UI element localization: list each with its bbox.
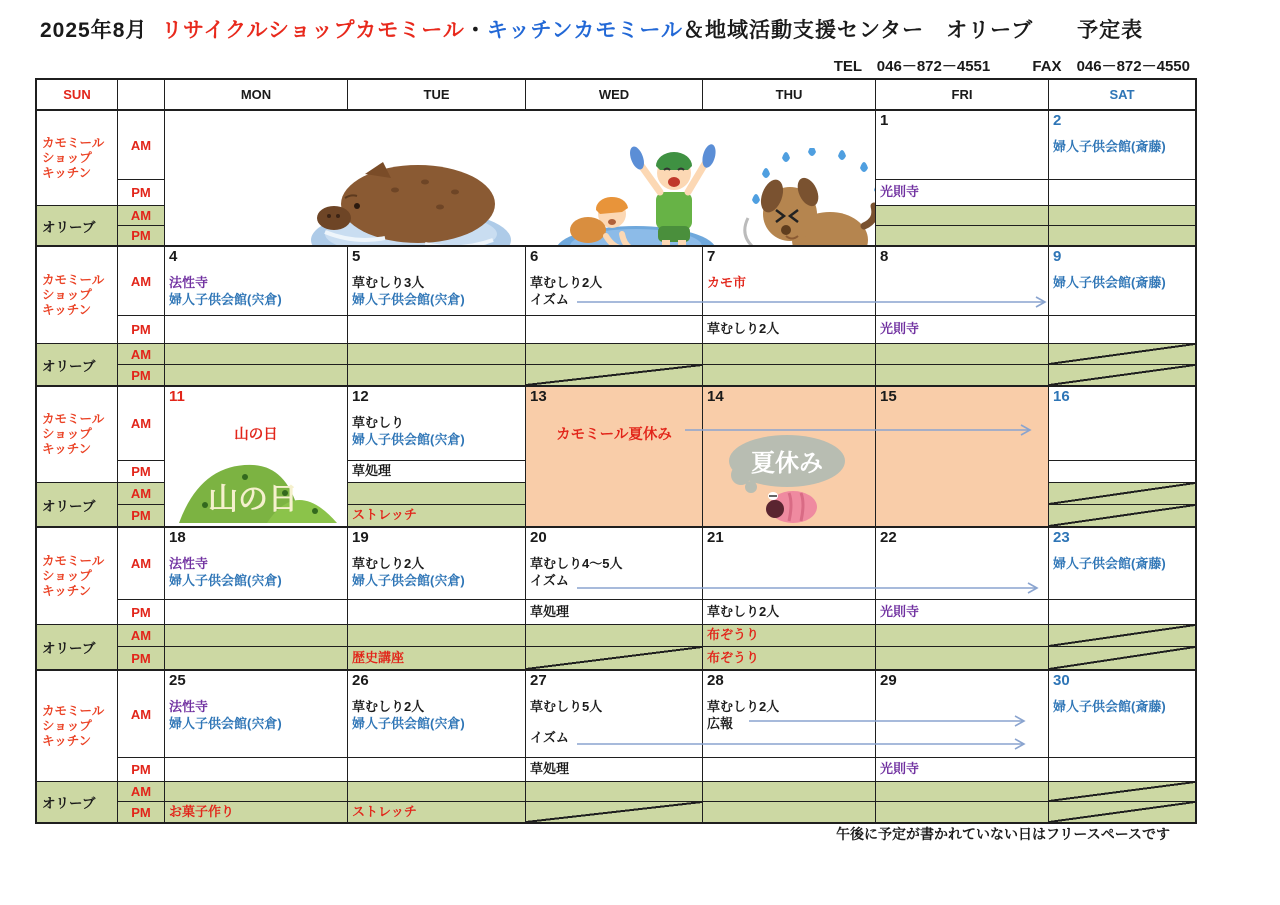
day-18-olive-pm-cell — [164, 646, 347, 669]
schedule-entry: ストレッチ — [352, 507, 417, 522]
day-16-olive-pm-cell — [1048, 504, 1195, 526]
schedule-entry: 光則寺 — [880, 184, 920, 199]
summer-vacation-pig-illustration — [717, 431, 861, 527]
olive-row-label-w3: オリーブ — [37, 482, 117, 526]
schedule-entry: 草むしり4～5人 — [530, 556, 623, 571]
day-19-olive-am-cell — [347, 624, 525, 646]
holiday-note-text: カモミール夏休み — [556, 427, 672, 443]
date-number: 9 — [1053, 248, 1062, 265]
date-number: 20 — [530, 529, 547, 546]
day-2-pm-cell — [1048, 179, 1195, 205]
date-number: 29 — [880, 672, 897, 689]
title-month: 2025年8月 — [40, 19, 148, 42]
day-16-pm-cell — [1048, 460, 1195, 482]
schedule-entry: 婦人子供会館(宍倉) — [352, 716, 465, 731]
date-number: 26 — [352, 672, 369, 689]
day-25-olive-pm-cell — [164, 801, 347, 822]
kitchen-label-line: カモミール — [42, 135, 105, 150]
fax-number: FAX 046－872－4550 — [1032, 58, 1190, 75]
olive-row-label-w5: オリーブ — [37, 781, 117, 822]
day-18-am-cell — [164, 526, 347, 599]
schedule-entry: 布ぞうり — [707, 650, 760, 665]
day-23-am-cell — [1048, 526, 1195, 599]
schedule-entry: 草処理 — [352, 463, 392, 478]
kitchen-label-line: カモミール — [42, 412, 105, 426]
day-27-olive-am-cell — [525, 781, 702, 801]
day-5-olive-pm-cell — [347, 364, 525, 385]
ampm-label-olive-am-w5: AM — [117, 781, 164, 801]
ampm-label-kitchen-pm-w4: PM — [117, 599, 164, 624]
day-26-olive-am-cell — [347, 781, 525, 801]
day-14-cell — [702, 385, 875, 526]
day-9-olive-pm-cell — [1048, 364, 1195, 385]
day-12-olive-am-cell — [347, 482, 525, 504]
schedule-entry: 草むしり2人 — [707, 321, 780, 336]
ampm-label-olive-am-w3: AM — [117, 482, 164, 504]
day-8-pm-cell — [875, 315, 1048, 343]
day-2-olive-pm-cell — [1048, 225, 1195, 245]
day-22-olive-pm-cell — [875, 646, 1048, 669]
date-number: 5 — [352, 248, 361, 265]
day-9-pm-cell — [1048, 315, 1195, 343]
schedule-entry: 草むしり — [352, 415, 405, 430]
day-6-pm-cell — [525, 315, 702, 343]
day-29-olive-am-cell — [875, 781, 1048, 801]
day-12-am-cell — [347, 385, 525, 460]
day-8-am-cell — [875, 245, 1048, 315]
kitchen-label-line: キッチン — [42, 733, 92, 748]
date-number: 8 — [880, 248, 889, 265]
day-7-am-cell — [702, 245, 875, 315]
kitchen-row-label-w2 — [37, 245, 117, 343]
day-26-pm-cell — [347, 757, 525, 781]
schedule-entry: 婦人子供会館(宍倉) — [169, 292, 282, 307]
schedule-entry: 光則寺 — [880, 321, 920, 336]
day-22-am-cell — [875, 526, 1048, 599]
day-15-cell — [875, 385, 1048, 526]
kitchen-row-label-w3 — [37, 385, 117, 482]
date-number: 1 — [880, 112, 889, 129]
day-23-olive-pm-cell — [1048, 646, 1195, 669]
schedule-entry: 法性寺 — [169, 699, 209, 714]
day-4-pm-cell — [164, 315, 347, 343]
schedule-entry: 広報 — [707, 716, 734, 731]
day-18-olive-am-cell — [164, 624, 347, 646]
kitchen-label-line: ショップ — [42, 150, 92, 165]
header-fri: FRI — [875, 80, 1048, 109]
day-4-olive-am-cell — [164, 343, 347, 364]
date-number: 6 — [530, 248, 539, 265]
schedule-entry: 婦人子供会館(宍倉) — [352, 292, 465, 307]
tel-number: TEL 046－872－4551 — [833, 58, 991, 75]
header-thu: THU — [702, 80, 875, 109]
schedule-entry: 婦人子供会館(宍倉) — [352, 432, 465, 447]
day-7-pm-cell — [702, 315, 875, 343]
olive-row-label-w2: オリーブ — [37, 343, 117, 385]
day-28-olive-am-cell — [702, 781, 875, 801]
title-kitchen-name: キッチンカモミール — [486, 19, 683, 42]
kitchen-label-line: ショップ — [42, 718, 92, 733]
day-30-pm-cell — [1048, 757, 1195, 781]
ampm-label-olive-pm-w3: PM — [117, 504, 164, 526]
schedule-entry: 布ぞうり — [707, 627, 760, 642]
date-number: 4 — [169, 248, 178, 265]
day-27-am-cell — [525, 669, 702, 757]
holiday-note-text: 山の日 — [234, 427, 278, 443]
kitchen-row-label-w4 — [37, 526, 117, 624]
header-wed: WED — [525, 80, 702, 109]
day-23-pm-cell — [1048, 599, 1195, 624]
day-27-olive-pm-cell — [525, 801, 702, 822]
schedule-entry: お菓子作り — [169, 804, 235, 819]
day-7-olive-am-cell — [702, 343, 875, 364]
day-6-am-cell — [525, 245, 702, 315]
ampm-label-kitchen-am-w2: AM — [117, 245, 164, 315]
week1-illustration-span — [164, 109, 875, 245]
day-25-am-cell — [164, 669, 347, 757]
ampm-label-olive-pm-w1: PM — [117, 225, 164, 245]
title-shop-name: リサイクルショップカモミール — [161, 19, 465, 42]
day-12-pm-cell — [347, 460, 525, 482]
schedule-entry: 法性寺 — [169, 556, 209, 571]
day-20-olive-am-cell — [525, 624, 702, 646]
day-20-am-cell — [525, 526, 702, 599]
day-28-pm-cell — [702, 757, 875, 781]
day-21-olive-am-cell — [702, 624, 875, 646]
schedule-entry: 法性寺 — [169, 275, 209, 290]
date-number: 14 — [707, 388, 724, 405]
date-number: 7 — [707, 248, 716, 265]
day-18-pm-cell — [164, 599, 347, 624]
day-1-am-cell — [875, 109, 1048, 179]
day-20-olive-pm-cell — [525, 646, 702, 669]
ampm-label-kitchen-pm-w2: PM — [117, 315, 164, 343]
ampm-label-olive-am-w2: AM — [117, 343, 164, 364]
date-number: 22 — [880, 529, 897, 546]
schedule-entry: 草処理 — [530, 604, 570, 619]
kitchen-label-line: ショップ — [42, 427, 92, 441]
ampm-label-kitchen-am-w1: AM — [117, 109, 164, 179]
date-number: 16 — [1053, 388, 1070, 405]
schedule-entry: 草むしり5人 — [530, 699, 603, 714]
kitchen-label-line: キッチン — [42, 583, 92, 598]
schedule-entry: 草むしり2人 — [352, 699, 425, 714]
day-6-olive-am-cell — [525, 343, 702, 364]
summer-vacation-text: 夏休み — [751, 449, 823, 477]
day-1-olive-pm-cell — [875, 225, 1048, 245]
header-sun: SUN — [37, 80, 117, 109]
day-29-pm-cell — [875, 757, 1048, 781]
kitchen-label-line: カモミール — [42, 703, 105, 718]
day-4-am-cell — [164, 245, 347, 315]
ampm-label-olive-am-w1: AM — [117, 205, 164, 225]
date-number: 18 — [169, 529, 186, 546]
day-30-olive-pm-cell — [1048, 801, 1195, 822]
day-23-olive-am-cell — [1048, 624, 1195, 646]
date-number: 27 — [530, 672, 547, 689]
kitchen-label-line: カモミール — [42, 272, 105, 287]
day-5-pm-cell — [347, 315, 525, 343]
day-28-am-cell — [702, 669, 875, 757]
day-30-olive-am-cell — [1048, 781, 1195, 801]
day-4-olive-pm-cell — [164, 364, 347, 385]
schedule-entry: 婦人子供会館(宍倉) — [169, 573, 282, 588]
header-tue: TUE — [347, 80, 525, 109]
kitchen-label-line: キッチン — [42, 442, 92, 456]
day-29-am-cell — [875, 669, 1048, 757]
schedule-table — [35, 78, 1197, 824]
date-number: 25 — [169, 672, 186, 689]
day-13-cell — [525, 385, 702, 526]
day-20-pm-cell — [525, 599, 702, 624]
date-number: 15 — [880, 388, 897, 405]
schedule-entry: 草むしり2人 — [352, 556, 425, 571]
header-sat: SAT — [1048, 80, 1195, 109]
day-11-cell — [164, 385, 347, 526]
day-25-olive-am-cell — [164, 781, 347, 801]
date-number: 2 — [1053, 112, 1062, 129]
header-ampm-col — [117, 80, 164, 109]
schedule-entry: 婦人子供会館(斎藤) — [1053, 556, 1166, 571]
date-number: 21 — [707, 529, 724, 546]
schedule-entry: 婦人子供会館(斎藤) — [1053, 699, 1166, 714]
day-19-olive-pm-cell — [347, 646, 525, 669]
ampm-label-kitchen-pm-w5: PM — [117, 757, 164, 781]
schedule-entry: 草処理 — [530, 761, 570, 776]
day-16-olive-am-cell — [1048, 482, 1195, 504]
day-2-am-cell — [1048, 109, 1195, 179]
day-7-olive-pm-cell — [702, 364, 875, 385]
schedule-entry: 草むしり2人 — [707, 699, 780, 714]
day-26-am-cell — [347, 669, 525, 757]
date-number: 19 — [352, 529, 369, 546]
schedule-entry: 光則寺 — [880, 604, 920, 619]
kitchen-label-line: カモミール — [42, 553, 105, 568]
day-5-olive-am-cell — [347, 343, 525, 364]
schedule-entry: 婦人子供会館(斎藤) — [1053, 139, 1166, 154]
header-mon: MON — [164, 80, 347, 109]
schedule-entry: 草むしり2人 — [530, 275, 603, 290]
day-1-olive-am-cell — [875, 205, 1048, 225]
kitchen-label-line: キッチン — [42, 302, 92, 317]
schedule-entry: カモ市 — [707, 275, 747, 290]
day-5-am-cell — [347, 245, 525, 315]
day-21-pm-cell — [702, 599, 875, 624]
kitchen-label-line: キッチン — [42, 165, 92, 180]
title-separator: ・ — [464, 19, 487, 42]
day-28-olive-pm-cell — [702, 801, 875, 822]
ampm-label-kitchen-pm-w1: PM — [117, 179, 164, 205]
ampm-label-kitchen-pm-w3: PM — [117, 460, 164, 482]
ampm-label-olive-am-w4: AM — [117, 624, 164, 646]
schedule-entry: ストレッチ — [352, 804, 417, 819]
schedule-entry: 草むしり3人 — [352, 275, 425, 290]
day-8-olive-pm-cell — [875, 364, 1048, 385]
schedule-entry: イズム — [530, 573, 569, 588]
date-number: 30 — [1053, 672, 1070, 689]
day-21-am-cell — [702, 526, 875, 599]
mountain-day-text: 山の日 — [208, 482, 298, 517]
ampm-label-olive-pm-w2: PM — [117, 364, 164, 385]
day-2-olive-am-cell — [1048, 205, 1195, 225]
day-1-pm-cell — [875, 179, 1048, 205]
day-22-pm-cell — [875, 599, 1048, 624]
day-6-olive-pm-cell — [525, 364, 702, 385]
ampm-label-olive-pm-w4: PM — [117, 646, 164, 669]
olive-row-label-w1: オリーブ — [37, 205, 117, 245]
kitchen-row-label-w5 — [37, 669, 117, 781]
date-number: 12 — [352, 388, 369, 405]
ampm-label-kitchen-am-w4: AM — [117, 526, 164, 599]
date-number: 11 — [169, 388, 185, 405]
schedule-entry: 歴史講座 — [352, 650, 405, 665]
schedule-entry: 婦人子供会館(宍倉) — [169, 716, 282, 731]
page-title — [40, 14, 1143, 44]
day-16-am-cell — [1048, 385, 1195, 460]
kitchen-row-label-w1 — [37, 109, 117, 205]
schedule-entry: 草むしり2人 — [707, 604, 780, 619]
kitchen-label-line: ショップ — [42, 287, 92, 302]
mountain-day-illustration — [175, 453, 341, 525]
day-26-olive-pm-cell — [347, 801, 525, 822]
date-number: 23 — [1053, 529, 1070, 546]
contact-info — [796, 55, 1190, 76]
day-25-pm-cell — [164, 757, 347, 781]
schedule-entry: イズム — [530, 292, 569, 307]
day-29-olive-pm-cell — [875, 801, 1048, 822]
day-8-olive-am-cell — [875, 343, 1048, 364]
day-22-olive-am-cell — [875, 624, 1048, 646]
kitchen-label-line: ショップ — [42, 568, 92, 583]
date-number: 28 — [707, 672, 724, 689]
day-9-olive-am-cell — [1048, 343, 1195, 364]
schedule-entry: 婦人子供会館(斎藤) — [1053, 275, 1166, 290]
day-21-olive-pm-cell — [702, 646, 875, 669]
day-12-olive-pm-cell — [347, 504, 525, 526]
day-19-am-cell — [347, 526, 525, 599]
day-9-am-cell — [1048, 245, 1195, 315]
ampm-label-kitchen-am-w3: AM — [117, 385, 164, 460]
day-19-pm-cell — [347, 599, 525, 624]
ampm-label-olive-pm-w5: PM — [117, 801, 164, 822]
title-rest: ＆地域活動支援センター オリーブ 予定表 — [683, 19, 1144, 42]
day-30-am-cell — [1048, 669, 1195, 757]
ampm-label-kitchen-am-w5: AM — [117, 669, 164, 757]
date-number: 13 — [530, 388, 547, 405]
schedule-entry: 婦人子供会館(宍倉) — [352, 573, 465, 588]
day-27-pm-cell — [525, 757, 702, 781]
olive-row-label-w4: オリーブ — [37, 624, 117, 669]
schedule-entry: 光則寺 — [880, 761, 920, 776]
schedule-entry: イズム — [530, 730, 569, 745]
footer-note: 午後に予定が書かれていない日はフリースペースです — [835, 826, 1170, 842]
